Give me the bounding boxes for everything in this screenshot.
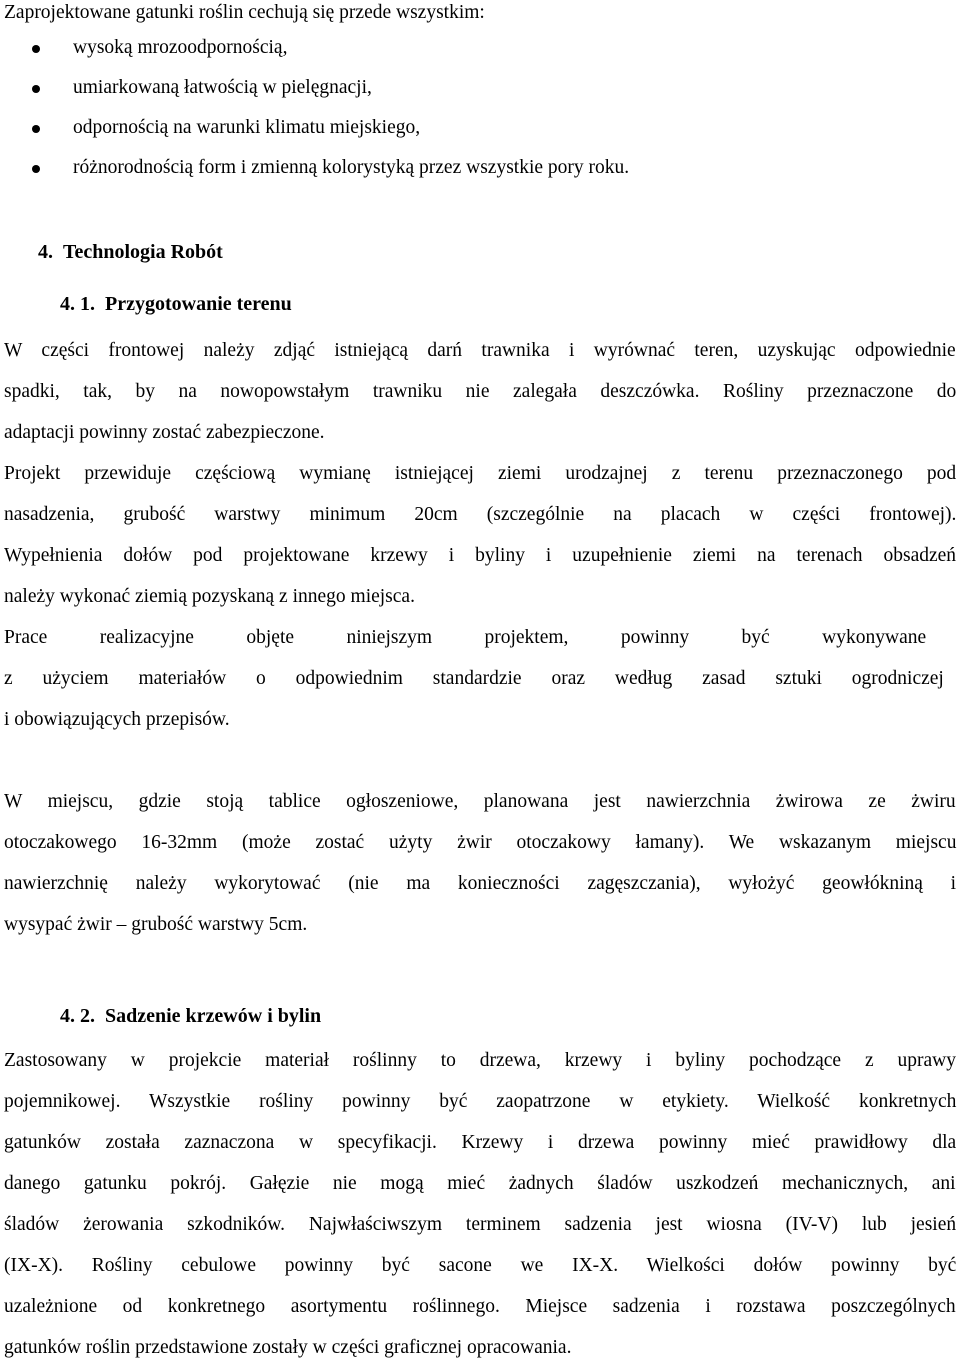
list-item: różnorodnością form i zmienną kolorystyką przez wszystkie pory roku.	[4, 148, 629, 188]
list-item: odpornością na warunki klimatu miejskiego,	[4, 108, 629, 148]
section-heading-4: 4. Technologia Robót	[38, 241, 223, 263]
paragraph-gravel: W miejscu, gdzie stoją tablice ogłoszeniowe, planowana jest nawierzchnia żwirowa ze żwiru otoczakowego 16-32mm (może zostać użyty żwir otoczakowy łamany). We wskazanym miejscu nawierzchnię należy wykorytować (nie ma konieczności zagęszczania), wyłożyć geowłókniną i wysypać żwir – grubość warstwy 5cm.	[4, 791, 957, 935]
paragraph-works: Prace realizacyjne objęte niniejszym projektem, powinny być wykonywane	[4, 627, 927, 648]
bullet-icon	[32, 85, 40, 93]
paragraph-terrain-prep: W części frontowej należy zdjąć istniejącą darń trawnika i wyrównać teren, uzyskując odpowiednie spadki, tak, by na nowopowstałym trawniku nie zalegała deszczówka. Rośliny przeznaczone do adaptacji powinny zostać zabezpieczone.	[4, 340, 957, 443]
section-heading-4-2: 4. 2. Sadzenie krzewów i bylin	[60, 1005, 322, 1027]
paragraph-works-cont: z użyciem materiałów o odpowiednim standardzie oraz według zasad sztuki ogrodniczej i obowiązujących przepisów.	[4, 668, 944, 730]
paragraph-soil-replacement: Projekt przewiduje częściową wymianę istniejącej ziemi urodzajnej z terenu przeznaczonego pod nasadzenia, grubość warstwy minimum 20cm (szczególnie na placach w części frontowej). Wypełnienia dołów pod projektowane krzewy i byliny i uzupełnienie ziemi na terenach obsadzeń należy wykonać ziemią pozyskaną z innego miejsca.	[4, 463, 957, 607]
bullet-icon	[32, 45, 40, 53]
list-item: umiarkowaną łatwością w pielęgnacji,	[4, 68, 629, 108]
section-heading-4-1: 4. 1. Przygotowanie terenu	[60, 293, 292, 315]
list-item: wysoką mrozoodpornością,	[4, 28, 629, 68]
bullet-icon	[32, 165, 40, 173]
properties-list	[4, 28, 629, 188]
bullet-icon	[32, 125, 40, 133]
paragraph-planting: Zastosowany w projekcie materiał roślinny to drzewa, krzewy i byliny pochodzące z uprawy pojemnikowej. Wszystkie rośliny powinny być zaopatrzone w etykiety. Wielkość konkretnych gatunków została zaznaczona w specyfikacji. Krzewy i drzewa powinny mieć prawidłowy dla danego gatunku pokrój. Gałęzie nie mogą mieć żadnych śladów uszkodzeń mechanicznych, ani śladów żerowania szkodników. Najwłaściwszym terminem sadzenia jest wiosna (IV-V) lub jesień (IX-X). Rośliny cebulowe powinny być sacone we IX-X. Wielkości dołów powinny być uzależnione od konkretnego asortymentu roślinnego. Miejsce sadzenia i rozstawa poszczególnych gatunków roślin przedstawione zostały w części graficznej opracowania.	[4, 1050, 957, 1358]
intro-text: Zaprojektowane gatunki roślin cechują się przede wszystkim:	[4, 2, 485, 23]
